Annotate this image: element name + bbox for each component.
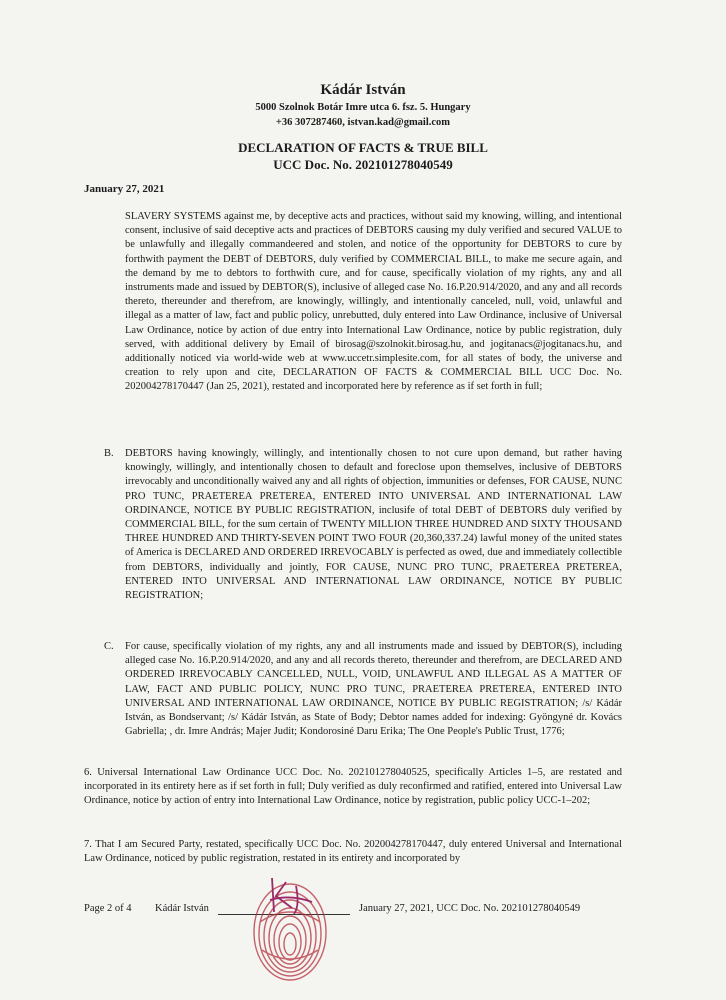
footer-name: Kádár István: [155, 903, 209, 914]
document-title: [0, 139, 726, 173]
intro-paragraph: SLAVERY SYSTEMS against me, by deceptive acts and practices, without said my knowing, willing, and intentional consent, inclusive of said deceptive acts and practices of DEBTORS causing my duly verified and secured VALUE to be unlawfully and illegally commandeered and stolen, and notice of the opportunity for DEBTORS to cure by forthwith payment the DEBT of DEBTORS, duly verified by COMMERCIAL BILL, to make me secure again, and the demand by me to debtors to forthwith cure, and for cause, specifically violation of my rights, any and all instruments made and issued by DEBTOR(S), inclusive of alleged case No. 16.P.20.914/2020, and any and all records thereto, thereunder and therefrom, are knowingly, willingly, and intentionally canceled, null, void, unlawful and illegal as a matter of law, fact and public policy, unrebutted, duly entered into Law Ordinance, inclusive of Universal Law Ordinance, notice by action of due entry into International Law Ordinance, notice by public registration, duly served, with additional delivery by Email of birosag@szolnokit.birosag.hu, and jogitanacs@jogitanacs.hu, and additionally noticed via world-wide web at www.uccetr.simplesite.com, for all states of body, the universe and creation to rely upon and cite, DECLARATION OF FACTS & COMMERCIAL BILL UCC Doc. No. 202004278170447 (Jan 25, 2021), restated and incorporated here by reference as if set forth in full;: [125, 211, 622, 393]
author-contact: +36 307287460, istvan.kad@gmail.com: [275, 117, 451, 128]
title-line-1: DECLARATION OF FACTS & TRUE BILL: [238, 140, 488, 155]
item-b-marker: B.: [104, 448, 114, 459]
item-b-paragraph: DEBTORS having knowingly, willingly, and intentionally chosen to not cure upon demand, but rather having knowingly, willingly, and intentionally chosen to default and foreclose upon themselves, inclusive of DEBTORS irrevocably and unconditionally waived any and all rights of objection, immunities or defenses, FOR CAUSE, NUNC PRO TUNC, PRAETEREA PRETEREA, ENTERED INTO UNIVERSAL AND INTERNATIONAL LAW ORDINANCE, NOTICE BY PUBLIC REGISTRATION, inclusife of total DEBT of DEBTORS duly verified by COMMERCIAL BILL, for the sum certain of TWENTY MILLION THREE HUNDRED AND SIXTY THOUSAND THREE HUNDRED AND THIRTY-SEVEN POINT TWO FOUR (20,360,337.24) lawful money of the united states of America is DECLARED AND ORDERED IRREVOCABLY is perfected as owed, due and immediately collectible from DEBTORS, individually and jointly, FOR CAUSE, NUNC PRO TUNC, PRAETEREA PRETEREA, ENTERED INTO UNIVERSAL AND INTERNATIONAL LAW ORDINANCE, NOTICE BY PUBLIC REGISTRATION;: [125, 448, 622, 602]
footer-reference: January 27, 2021, UCC Doc. No. 202101278040549: [359, 903, 581, 914]
page-number: Page 2 of 4: [84, 903, 132, 914]
title-line-2: UCC Doc. No. 202101278040549: [273, 157, 453, 172]
item-c-paragraph: For cause, specifically violation of my rights, any and all instruments made and issued by DEBTOR(S), including alleged case No. 16.P.20.914/2020, and any and all records thereto, thereunder and therefrom, are DECLARED AND ORDERED IRREVOCABLY CANCELLED, NULL, VOID, UNLAWFUL AND ILLEGAL AS A MATTER OF LAW, FACT AND PUBLIC POLICY, NUNC PRO TUNC, PRAETEREA PRETEREA, ENTERED INTO UNIVERSAL AND INTERNATIONAL LAW ORDINANCE, NOTICE BY PUBLIC REGISTRATION; /s/ Kádár István, as Bondservant; /s/ Kádár István, as State of Body; Debtor names added for indexing: Gyöngyné dr. Kovács Gabriella; , dr. Imre András; Majer Judit; Kondorosiné Daru Erika; The One People's Public Trust, 1776;: [125, 641, 622, 738]
item-c-marker: C.: [104, 641, 114, 652]
thumbprint-signature-icon: [250, 872, 330, 984]
document-date: January 27, 2021: [84, 183, 165, 195]
section-6-paragraph: 6. Universal International Law Ordinance UCC Doc. No. 202101278040525, specifically Articles 1–5, are restated and incorporated in its entirety here as if set forth in full; Duly verified as duly reconfirmed and ratified, entered into Universal Law Ordinance, notice by action of entry into International Law Ordinance, notice by registration, public policy UCC-1–202;: [84, 767, 622, 807]
letterhead: [0, 81, 726, 130]
author-address: 5000 Szolnok Botár Imre utca 6. fsz. 5. Hungary: [255, 102, 471, 113]
section-7-paragraph: 7. That I am Secured Party, restated, specifically UCC Doc. No. 202004278170447, duly entered Universal and International Law Ordinance, noticed by public registration, restated in its entirety and incorporated by: [84, 839, 622, 865]
author-name: Kádár István: [320, 82, 406, 98]
